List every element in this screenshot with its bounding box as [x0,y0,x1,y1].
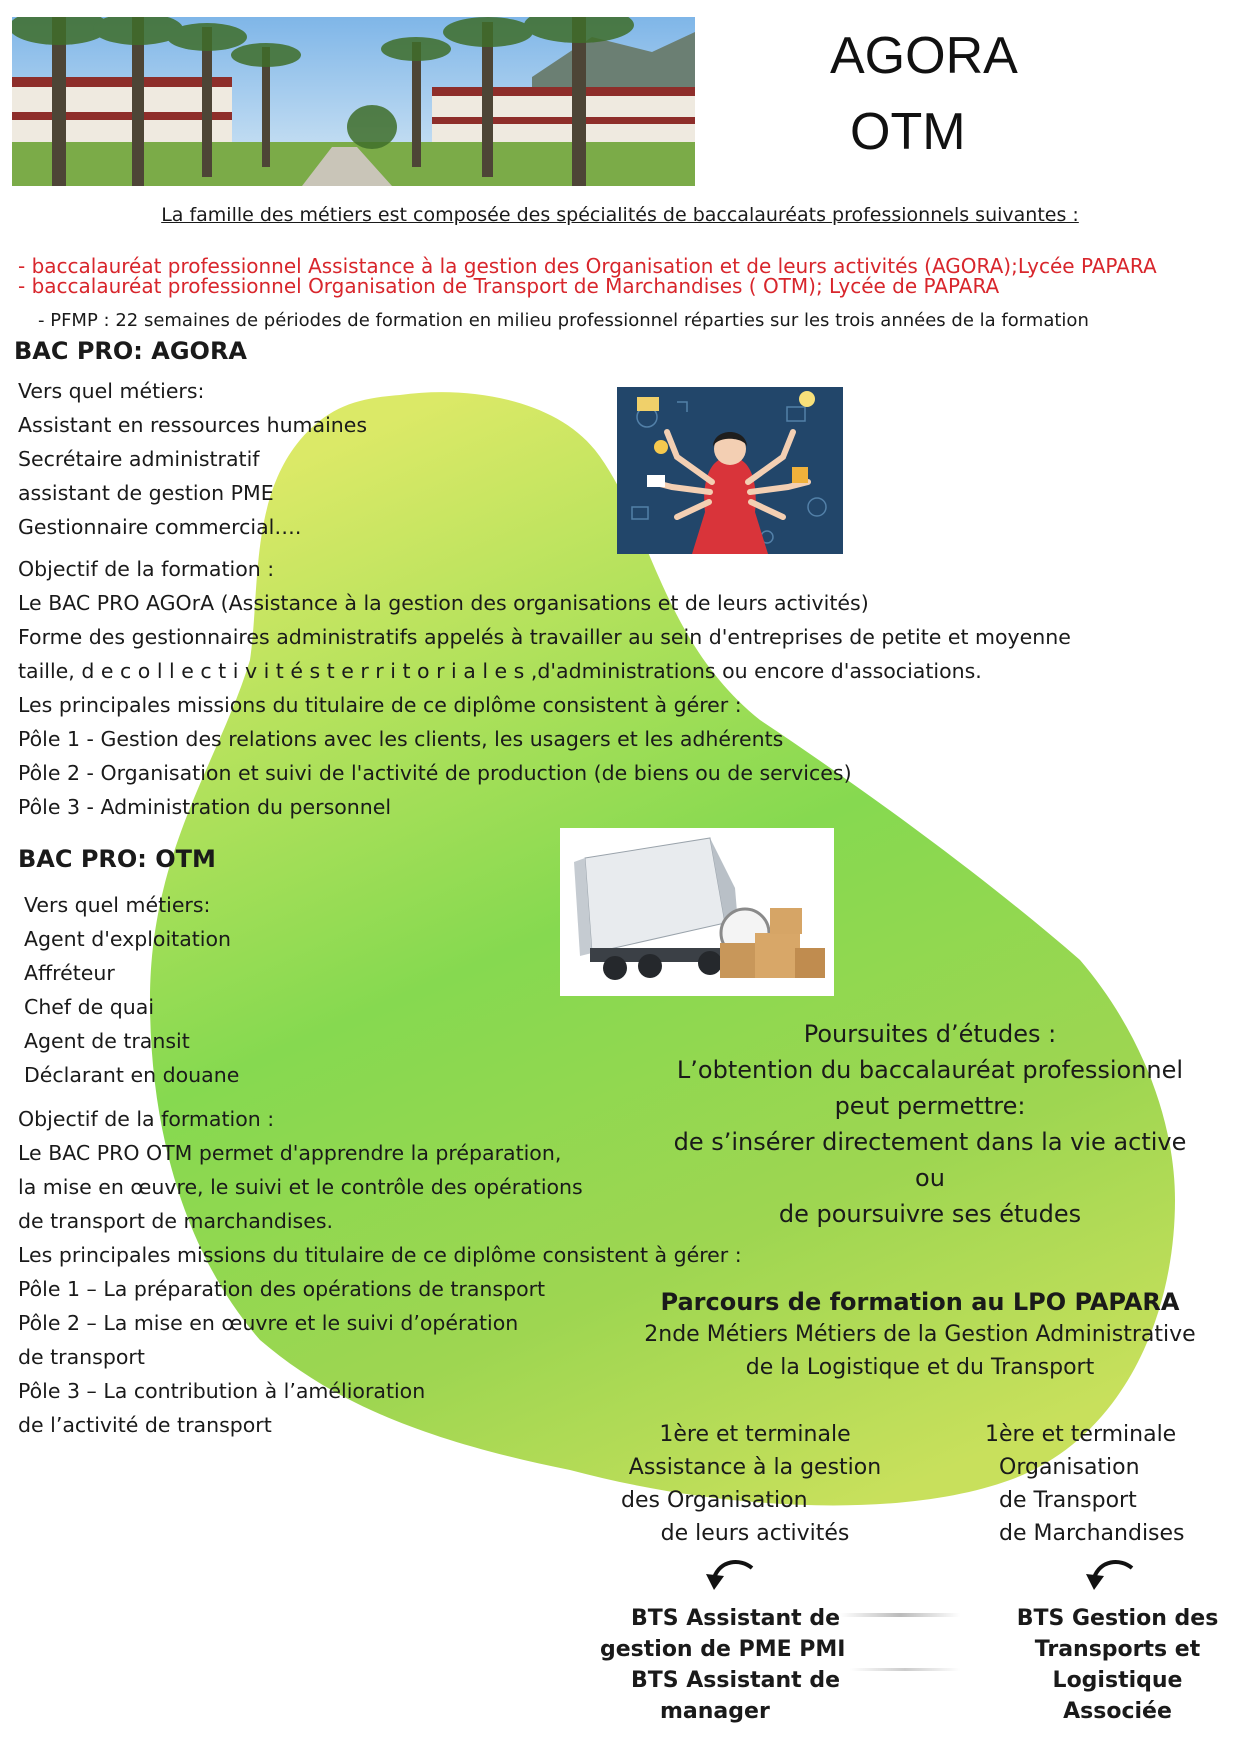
otm-job: Déclarant en douane [24,1063,240,1087]
otm-objective-line: Le BAC PRO OTM permet d'apprendre la préparation, [18,1141,562,1165]
otm-job: Chef de quai [24,995,155,1019]
agora-objective-line: Forme des gestionnaires administratifs appelés à travailler au sein d'entreprises de petite et moyenne [18,625,1071,649]
otm-objective-line: Les principales missions du titulaire de ce diplôme consistent à gérer : [18,1243,742,1267]
intro-heading: La famille des métiers est composée des spécialités de baccalauréats professionnels suivantes : [161,204,1079,226]
bts-right-block [1005,1603,1230,1727]
path-heading: Parcours de formation au LPO PAPARA [660,1288,1180,1316]
agora-job: Assistant en ressources humaines [18,413,368,437]
bts-right-line: Logistique [1052,1668,1183,1693]
title-agora: AGORA [830,27,1018,85]
otm-job: Agent de transit [24,1029,190,1053]
agora-jobs-label: Vers quel métiers: [18,379,205,403]
otm-jobs-label: Vers quel métiers: [24,893,211,917]
bts-left-line: gestion de PME PMI [600,1637,846,1662]
bts-left-line: BTS Assistant de [631,1606,840,1631]
curved-arrow-down-left-icon [1080,1556,1140,1606]
path-left-line: Assistance à la gestion [628,1455,882,1480]
studies-line: ou [915,1164,945,1192]
bts-right-line: Transports et [1034,1637,1201,1662]
path-second-line: 2nde Métiers Métiers de la Gestion Administrative [644,1322,1196,1347]
path-left-line: de leurs activités [660,1521,850,1546]
truck-illustration [560,828,834,996]
otm-objective-label: Objectif de la formation : [18,1107,275,1131]
intro-red-line-1: - baccalauréat professionnel Assistance à la gestion des Organisation et de leurs activités (AGORA);Lycée PAPARA [18,254,1157,278]
title-otm: OTM [850,103,966,161]
path-right-line: 1ère et terminale [985,1422,1177,1447]
agora-objective-line: taille, d e c o l l e c t i v i t é s t e r r i t o r i a l e s ,d'administrations ou encore d'associations. [18,659,982,683]
path-left-line: 1ère et terminale [659,1422,851,1447]
agora-heading: BAC PRO: AGORA [14,337,247,365]
bts-right-line: BTS Gestion des [1016,1606,1219,1631]
otm-objective-line: la mise en œuvre, le suivi et le contrôle des opérations [18,1175,583,1199]
campus-photo [12,17,695,186]
agora-objective-line: Les principales missions du titulaire de ce diplôme consistent à gérer : [18,693,742,717]
agora-pole-2: Pôle 2 - Organisation et suivi de l'activité de production (de biens ou de services) [18,761,852,785]
agora-pole-1: Pôle 1 - Gestion des relations avec les clients, les usagers et les adhérents [18,727,784,751]
otm-heading: BAC PRO: OTM [18,845,216,873]
studies-line: de s’insérer directement dans la vie active [673,1128,1187,1156]
curved-arrow-down-left-icon [700,1556,760,1606]
path-right-line: Organisation [999,1455,1140,1480]
bts-left-line: BTS Assistant de [631,1668,840,1693]
otm-pole-1: Pôle 1 – La préparation des opérations de transport [18,1277,546,1301]
studies-line: Poursuites d’études : [803,1020,1057,1048]
otm-pole-2: Pôle 2 – La mise en œuvre et le suivi d’opération [18,1311,519,1335]
intro-red-line-2: - baccalauréat professionnel Organisation de Transport de Marchandises ( OTM); Lycée de PAPARA [18,274,1000,298]
otm-pole-2-cont: de transport [18,1345,145,1369]
otm-pole-3-cont: de l’activité de transport [18,1413,272,1437]
agora-objective-label: Objectif de la formation : [18,557,275,581]
office-assistant-illustration [617,387,843,554]
studies-block [635,1016,1225,1232]
agora-objective-line: Le BAC PRO AGOrA (Assistance à la gestion des organisations et de leurs activités) [18,591,869,615]
path-right-line: de Marchandises [999,1521,1185,1546]
bts-right-line: Associée [1063,1699,1172,1724]
bts-left-block [600,1603,846,1727]
agora-job: assistant de gestion PME [18,481,274,505]
pfmp-line: - PFMP : 22 semaines de périodes de formation en milieu professionnel réparties sur les trois années de la formation [38,310,1089,331]
path-block [600,1286,1240,1384]
path-left-column [615,1418,895,1550]
agora-job: Secrétaire administratif [18,447,260,471]
path-right-line: de Transport [999,1488,1137,1513]
otm-job: Agent d'exploitation [24,927,232,951]
studies-line: peut permettre: [834,1092,1026,1120]
path-right-column [985,1418,1215,1550]
agora-job: Gestionnaire commercial…. [18,515,302,539]
divider [840,1613,960,1617]
agora-pole-3: Pôle 3 - Administration du personnel [18,795,392,819]
otm-objective-line: de transport de marchandises. [18,1209,334,1233]
divider [850,1668,960,1671]
bts-left-line: manager [660,1699,770,1724]
path-left-line: des Organisation [621,1488,808,1513]
path-second-line: de la Logistique et du Transport [745,1355,1095,1380]
studies-line: L’obtention du baccalauréat professionnel [676,1056,1184,1084]
otm-pole-3: Pôle 3 – La contribution à l’amélioration [18,1379,426,1403]
studies-line: de poursuivre ses études [778,1200,1082,1228]
otm-job: Affréteur [24,961,115,985]
